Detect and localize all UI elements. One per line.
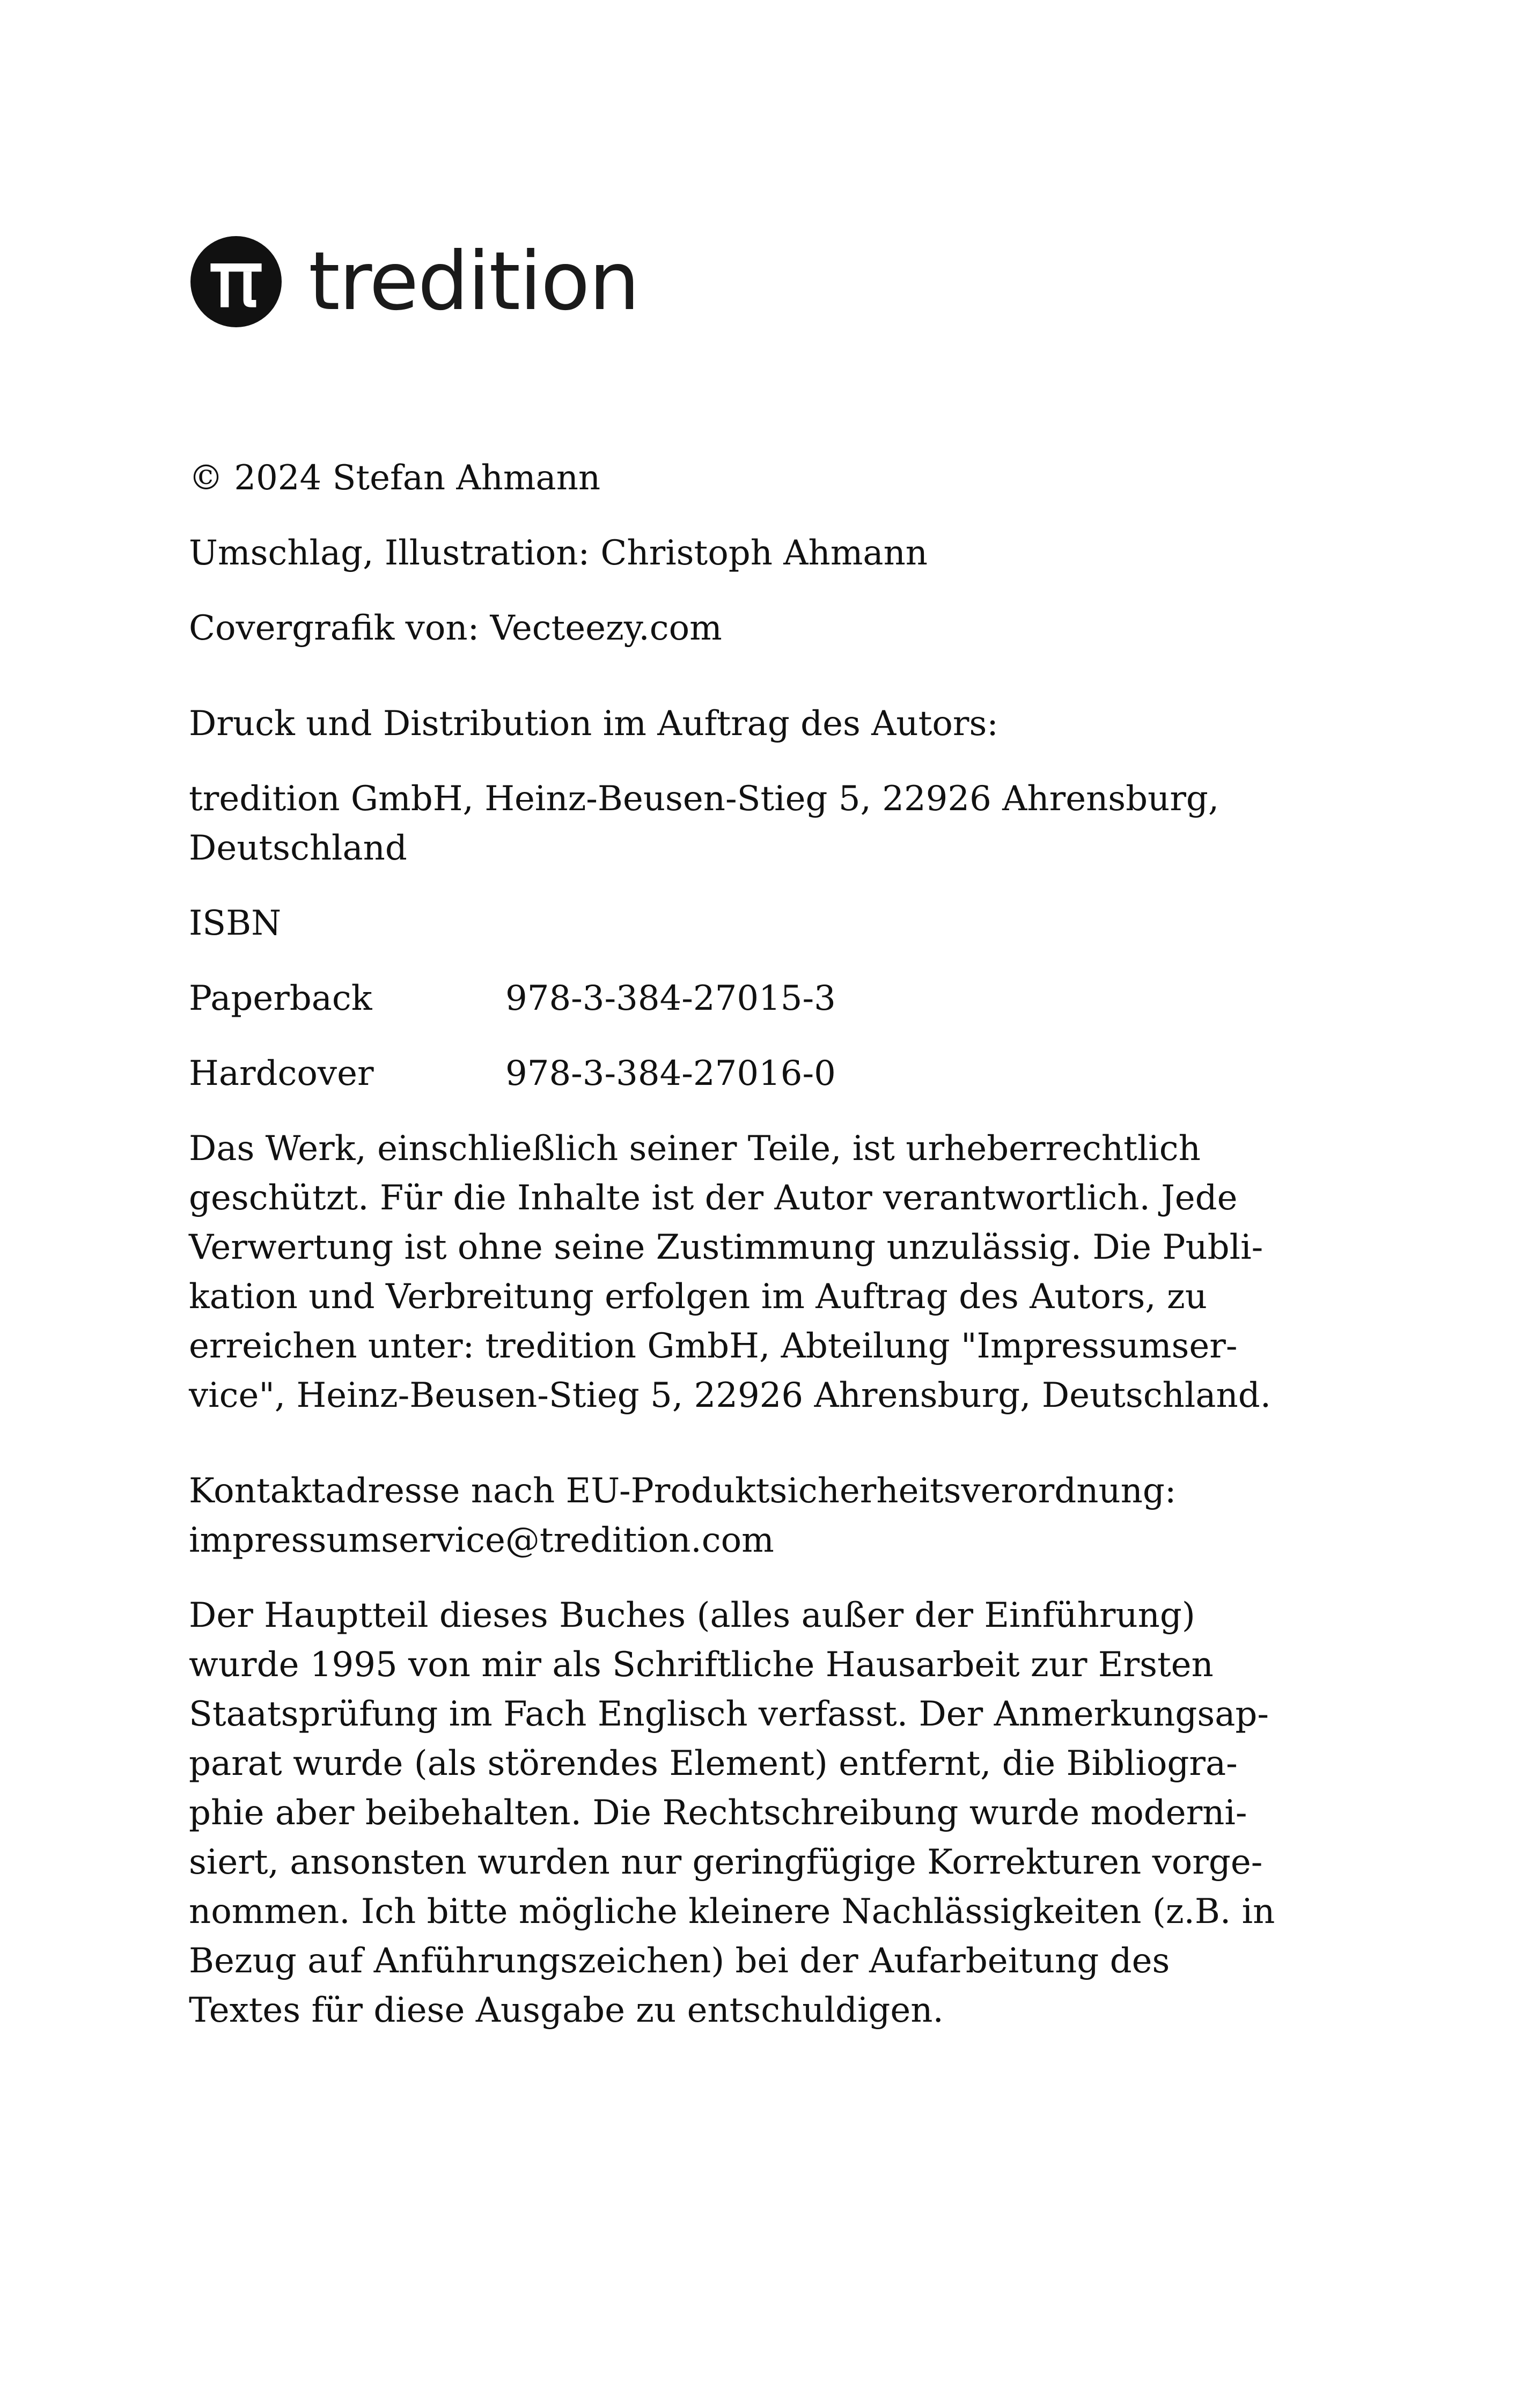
publisher-address-line-1: tredition GmbH, Heinz-Beusen-Stieg 5, 22926 Ahrensburg, (189, 779, 1219, 819)
copyright-notice-line: Das Werk, einschließlich seiner Teile, ist urheberrechtlich (189, 1129, 1201, 1169)
imprint-content (189, 453, 1321, 2035)
author-note-line: Staatsprüfung im Fach Englisch verfasst. Der Anmerkungsap- (189, 1694, 1269, 1734)
copyright-notice-line: Verwertung ist ohne seine Zustimmung unzulässig. Die Publi- (189, 1228, 1263, 1267)
publisher-address-line-2: Deutschland (189, 828, 407, 868)
publisher-logo-text: tredition (308, 235, 639, 328)
distribution-heading: Druck und Distribution im Auftrag des Autors: (189, 704, 998, 744)
author-note-line: siert, ansonsten wurden nur geringfügige Korrekturen vorge- (189, 1842, 1263, 1882)
tredition-logo-icon (190, 236, 282, 327)
author-note-line: phie aber beibehalten. Die Rechtschreibung wurde moderni- (189, 1793, 1247, 1833)
author-note-line: Der Hauptteil dieses Buches (alles außer der Einführung) (189, 1596, 1195, 1635)
copyright-notice-line: vice", Heinz-Beusen-Stieg 5, 22926 Ahrensburg, Deutschland. (189, 1376, 1272, 1415)
author-note-line: wurde 1995 von mir als Schriftliche Hausarbeit zur Ersten (189, 1645, 1214, 1685)
isbn-number: 978-3-384-27016-0 (505, 1054, 836, 1093)
copyright-line: © 2024 Stefan Ahmann (189, 458, 601, 498)
copyright-notice-line: kation und Verbreitung erfolgen im Auftrag des Autors, zu (189, 1277, 1207, 1317)
author-note-line: parat wurde (als störendes Element) entfernt, die Bibliogra- (189, 1744, 1238, 1783)
copyright-notice-line: erreichen unter: tredition GmbH, Abteilung "Impressumser- (189, 1326, 1238, 1366)
author-note-line: Textes für diese Ausgabe zu entschuldigen. (189, 1991, 944, 2030)
isbn-format: Paperback (189, 979, 372, 1018)
copyright-notice (189, 1124, 1321, 1420)
contact-email: impressumservice@tredition.com (189, 1521, 774, 1560)
isbn-format: Hardcover (189, 1054, 374, 1093)
isbn-row (189, 1049, 1321, 1098)
publisher-logo (190, 236, 639, 327)
author-note (189, 1591, 1321, 2035)
isbn-label: ISBN (189, 904, 282, 943)
copyright-notice-line: geschützt. Für die Inhalte ist der Autor verantwortlich. Jede (189, 1178, 1238, 1218)
author-note-line: Bezug auf Anführungszeichen) bei der Aufarbeitung des (189, 1941, 1170, 1981)
cover-credit: Umschlag, Illustration: Christoph Ahmann (189, 533, 928, 573)
isbn-number: 978-3-384-27015-3 (505, 979, 836, 1018)
cover-graphic-credit: Covergrafik von: Vecteezy.com (189, 608, 722, 648)
author-note-line: nommen. Ich bitte mögliche kleinere Nachlässigkeiten (z.B. in (189, 1892, 1275, 1932)
contact-heading: Kontaktadresse nach EU-Produktsicherheitsverordnung: (189, 1471, 1177, 1511)
isbn-row (189, 974, 1321, 1023)
